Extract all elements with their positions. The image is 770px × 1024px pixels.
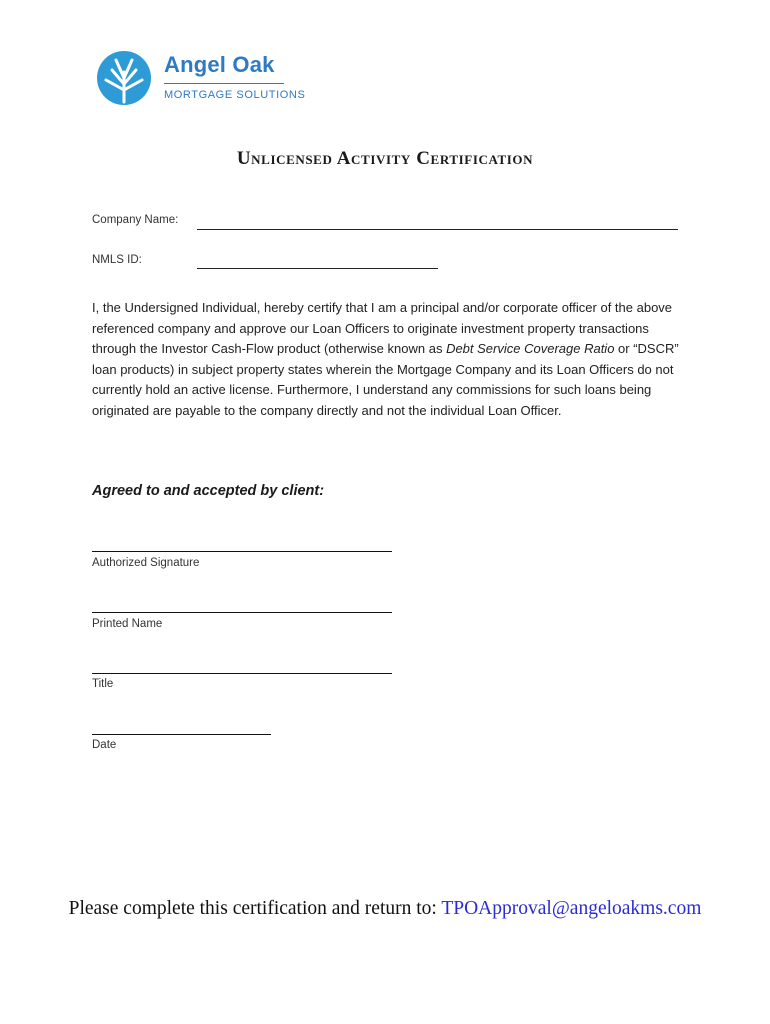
- title-line[interactable]: [92, 673, 392, 674]
- nmls-id-label: NMLS ID:: [92, 254, 142, 266]
- authorized-signature-label: Authorized Signature: [92, 557, 200, 569]
- logo-name: Angel Oak: [164, 52, 275, 77]
- logo-divider: [164, 83, 284, 84]
- paragraph-text-2: or “DSCR” loan products) in subject property states wherein the Mortgage Company and its Loan Officers do not currently hold an active license. Furthermore, I understand any commissions for such loans being originated are payable to the company directly and not the individual Loan Officer.: [92, 341, 679, 418]
- printed-name-label: Printed Name: [92, 618, 163, 630]
- date-line[interactable]: [92, 734, 271, 735]
- company-name-field[interactable]: [197, 229, 678, 230]
- date-label: Date: [92, 739, 117, 751]
- footer-instructions: [0, 898, 770, 920]
- company-logo: [96, 50, 306, 110]
- authorized-signature-line[interactable]: [92, 551, 392, 552]
- title-label: Title: [92, 678, 114, 690]
- paragraph-text-1: I, the Undersigned Individual, hereby certify that I am a principal and/or corporate officer of the above referenced company and approve our Loan Officers to originate investment property transactions through the Investor Cash-Flow product (otherwise known as: [92, 300, 673, 357]
- footer-text: Please complete this certification and return to:: [68, 898, 442, 919]
- nmls-id-field[interactable]: [197, 268, 438, 269]
- document-title: Unlicensed Activity Certification: [236, 148, 534, 169]
- logo-subtitle: MORTGAGE SOLUTIONS: [164, 89, 306, 101]
- company-name-label: Company Name:: [92, 214, 179, 226]
- certification-paragraph: [92, 298, 684, 422]
- footer-email-link[interactable]: TPOApproval@angeloakms.com: [441, 898, 702, 919]
- oak-tree-logo-icon: [96, 50, 152, 106]
- agreement-heading: Agreed to and accepted by client:: [92, 483, 325, 499]
- paragraph-italic-term: Debt Service Coverage Ratio: [446, 341, 615, 357]
- printed-name-line[interactable]: [92, 612, 392, 613]
